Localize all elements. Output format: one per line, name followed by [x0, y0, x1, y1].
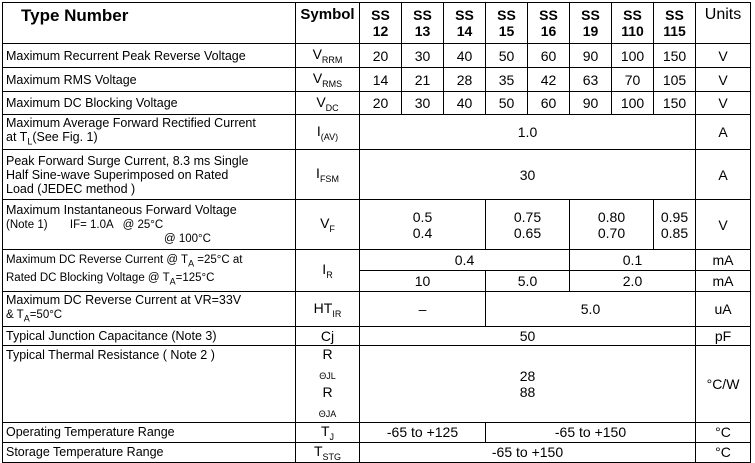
- symbol-cell: Cj: [296, 327, 360, 346]
- param-label: Maximum Instantaneous Forward Voltage (Note 1) IF= 1.0A @ 25°C @ 100°C: [3, 200, 296, 250]
- value-cell: 150: [654, 44, 696, 68]
- value-cell: 63: [570, 68, 612, 92]
- table-row-tstg: [3, 442, 751, 462]
- table-row-vrms: [3, 68, 751, 92]
- type-number-header: Type Number: [3, 3, 296, 44]
- value-cell: –: [360, 292, 486, 327]
- symbol-cell: $I_{FSM}$: [296, 150, 360, 200]
- value-cell: 50: [486, 92, 528, 115]
- value-cell: 35: [486, 68, 528, 92]
- value-cell: 20: [360, 92, 402, 115]
- unit-cell: uA: [696, 292, 751, 327]
- value-cell: 70: [612, 68, 654, 92]
- unit-cell: A: [696, 115, 751, 150]
- param-label: Maximum Recurrent Peak Reverse Voltage: [3, 44, 296, 68]
- value-cell: -65 to +125: [360, 422, 486, 442]
- value-cell: 21: [402, 68, 444, 92]
- value-cell: 0.80 0.70: [570, 200, 654, 250]
- unit-cell: A: [696, 150, 751, 200]
- table-row-vf: [3, 200, 751, 250]
- value-cell: 0.5 0.4: [360, 200, 486, 250]
- unit-cell: V: [696, 44, 751, 68]
- value-cell: 1.0: [360, 115, 696, 150]
- part-header-ss115: SS 115: [654, 3, 696, 44]
- unit-cell: mA: [696, 271, 751, 292]
- symbol-cell: $T_J$: [296, 422, 360, 442]
- value-cell: 50: [486, 44, 528, 68]
- value-cell: 0.75 0.65: [486, 200, 570, 250]
- value-cell: 0.95 0.85: [654, 200, 696, 250]
- value-cell: 40: [444, 44, 486, 68]
- symbol-cell: $V_{DC}$: [296, 92, 360, 115]
- part-header-ss19: SS 19: [570, 3, 612, 44]
- param-label: Maximum Average Forward Rectified Current at $T_L(See$ Fig. 1): [3, 115, 296, 150]
- part-header-ss13: SS 13: [402, 3, 444, 44]
- value-cell: 150: [654, 92, 696, 115]
- param-label: Storage Temperature Range: [3, 442, 296, 462]
- value-cell: 40: [444, 92, 486, 115]
- param-label: Typical Junction Capacitance (Note 3): [3, 327, 296, 346]
- table-row-cj: [3, 327, 751, 346]
- param-label: Operating Temperature Range: [3, 422, 296, 442]
- value-cell: 60: [528, 44, 570, 68]
- value-cell: 30: [402, 44, 444, 68]
- param-label: Maximum DC Reverse Current @ $T_A =25^\circ C$ at Rated DC Blocking Voltage @ $T_A=125^\circ C$: [3, 250, 296, 292]
- table-row-ifsm: [3, 150, 751, 200]
- table-row-vrrm: [3, 44, 751, 68]
- value-cell: 5.0: [486, 292, 696, 327]
- value-cell: 100: [612, 92, 654, 115]
- part-header-ss14: SS 14: [444, 3, 486, 44]
- unit-cell: V: [696, 200, 751, 250]
- symbol-cell: $V_{RRM}$: [296, 44, 360, 68]
- part-header-ss16: SS 16: [528, 3, 570, 44]
- value-cell: -65 to +150: [486, 422, 696, 442]
- param-label: Maximum DC Reverse Current at VR=33V & $T_A=50^\circ C$: [3, 292, 296, 327]
- param-label: Maximum DC Blocking Voltage: [3, 92, 296, 115]
- table-row-thermal: [3, 346, 751, 423]
- symbol-cell: $HT_{IR}$: [296, 292, 360, 327]
- value-cell: 42: [528, 68, 570, 92]
- units-header: Units: [696, 3, 751, 44]
- value-cell: 5.0: [486, 271, 570, 292]
- table-row-ir: [3, 250, 751, 271]
- specifications-table: [2, 2, 751, 463]
- value-cell: 50: [360, 327, 696, 346]
- value-cell: 0.1: [570, 250, 696, 271]
- value-cell: 105: [654, 68, 696, 92]
- part-header-ss110: SS 110: [612, 3, 654, 44]
- value-cell: 28 88: [360, 346, 696, 423]
- value-cell: 0.4: [360, 250, 570, 271]
- part-header-ss12: SS 12: [360, 3, 402, 44]
- param-label: Peak Forward Surge Current, 8.3 ms Single Half Sine-wave Superimposed on Rated Load (JEDEC method ): [3, 150, 296, 200]
- part-header-ss15: SS 15: [486, 3, 528, 44]
- unit-cell: mA: [696, 250, 751, 271]
- value-cell: 30: [402, 92, 444, 115]
- value-cell: 28: [444, 68, 486, 92]
- value-cell: 30: [360, 150, 696, 200]
- unit-cell: pF: [696, 327, 751, 346]
- header-row: [3, 3, 751, 44]
- table-row-vdc: [3, 92, 751, 115]
- value-cell: 90: [570, 44, 612, 68]
- value-cell: 14: [360, 68, 402, 92]
- value-cell: 90: [570, 92, 612, 115]
- value-cell: 60: [528, 92, 570, 115]
- unit-cell: °C: [696, 422, 751, 442]
- unit-cell: V: [696, 92, 751, 115]
- symbol-cell: $I_R$: [296, 250, 360, 292]
- table-row-tj: [3, 422, 751, 442]
- unit-cell: °C: [696, 442, 751, 462]
- symbol-cell: $V_{RMS}$: [296, 68, 360, 92]
- param-label: Typical Thermal Resistance ( Note 2 ): [3, 346, 296, 423]
- table-row-iav: [3, 115, 751, 150]
- unit-cell: °C/W: [696, 346, 751, 423]
- symbol-cell: $I_{(AV)}$: [296, 115, 360, 150]
- symbol-cell: R $_{\Theta JL}$ R $_{\Theta JA}$: [296, 346, 360, 423]
- table-row-htir: [3, 292, 751, 327]
- unit-cell: V: [696, 68, 751, 92]
- symbol-header: Symbol: [296, 3, 360, 44]
- value-cell: 20: [360, 44, 402, 68]
- value-cell: -65 to +150: [360, 442, 696, 462]
- value-cell: 2.0: [570, 271, 696, 292]
- symbol-cell: $V_F$: [296, 200, 360, 250]
- symbol-cell: $T_{STG}$: [296, 442, 360, 462]
- value-cell: 10: [360, 271, 486, 292]
- value-cell: 100: [612, 44, 654, 68]
- param-label: Maximum RMS Voltage: [3, 68, 296, 92]
